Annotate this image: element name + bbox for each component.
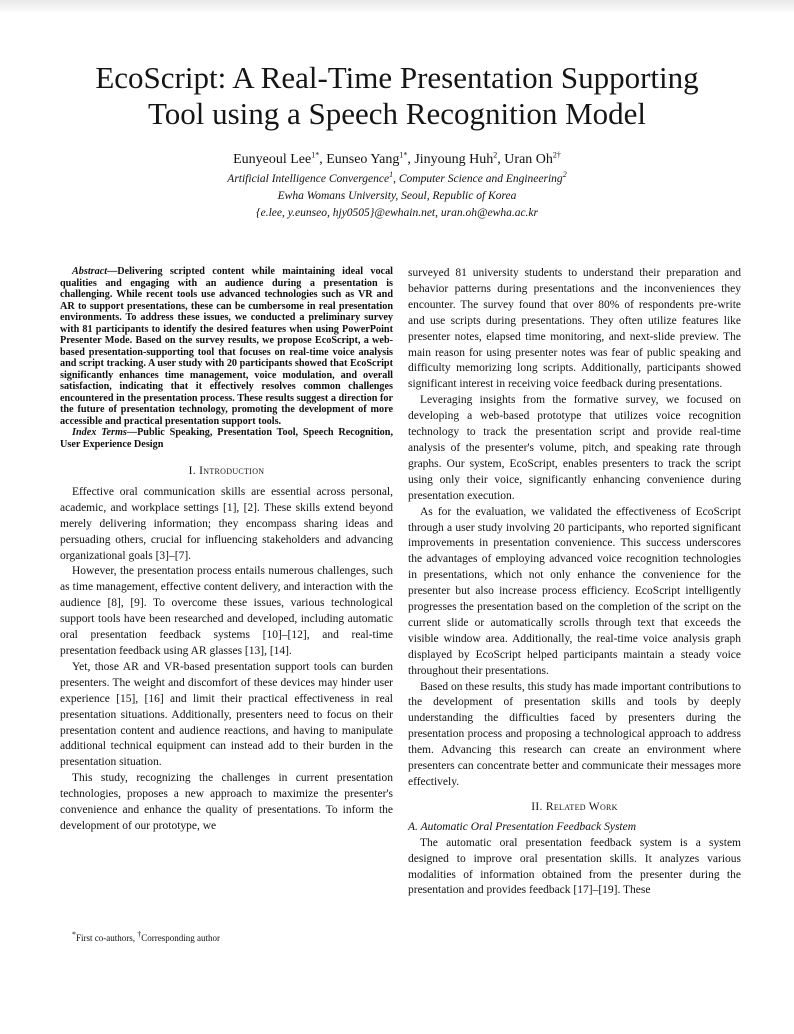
footnote-text-co-author: First co-authors, — [76, 933, 138, 943]
affiliation-departments — [40, 171, 754, 187]
intro-paragraph: This study, recognizing the challenges in current presentation technologies, proposes a new approach to maximize the presenter's convenience and enhance the quality of presentations. To inform the development of our prototype, we — [60, 772, 393, 832]
section-heading-related-work — [408, 800, 741, 816]
right-column — [408, 266, 741, 899]
intro-paragraph: Based on these results, this study has made important contributions to the development of presentation skills and tools by deeply understanding the difficulties faced by presenters during the presentation process and proposing a technological approach to address them. Advancing this research can create an environment where presenters can concentrate better and communicate their messages more effectively. — [408, 680, 742, 788]
author-name: Jinyoung Huh — [414, 152, 494, 167]
paper-title-line-2: Tool using a Speech Recognition Model — [147, 96, 647, 131]
intro-paragraph: However, the presentation process entails numerous challenges, such as time management, effective content delivery, and interaction with the audience [8], [9]. To overcome these issues, various technological support tools have been researched and developed, including automatic oral presentation feedback systems [10]–[12], and real-time presentation feedback using AR glasses [13], [14]. — [60, 565, 393, 657]
author-list — [40, 150, 754, 170]
abstract — [60, 266, 393, 427]
left-column — [60, 266, 393, 835]
affiliation-university: Ewha Womans University, Seoul, Republic of Korea — [277, 190, 517, 202]
section-number: I. — [188, 465, 196, 477]
page-top-shadow — [0, 0, 794, 14]
intro-continued-paragraph: surveyed 81 university students to understand their preparation and behavior patterns during presentations and the inconveniences they encounter. The survey found that over 80% of respondents pre-write and use scripts during presentations. They often utilize features like presenter notes, elapsed time monitoring, and next-slide preview. The main reason for using presenter notes was fear of public speaking and difficulty memorizing long scripts. Additionally, participants showed significant interest in receiving voice feedback during presentations. — [408, 267, 741, 391]
index-terms-lead: Index Terms — [72, 427, 127, 438]
abstract-lead: Abstract — [72, 266, 108, 277]
section-heading-introduction — [60, 464, 393, 480]
author-marker: 1* — [399, 150, 408, 160]
intro-paragraph: Effective oral communication skills are essential across personal, academic, and workplace settings [1], [2]. These skills extend beyond merely delivering information; they encompass sharing ideas and persuading others, crucial for influencing stakeholders and advancing organizational goals [3]–[7]. — [60, 485, 393, 562]
footnote — [72, 932, 220, 944]
department-2: Computer Science and Engineering — [398, 173, 563, 185]
department-1-marker: 1 — [389, 170, 394, 180]
department-1: Artificial Intelligence Convergence — [227, 173, 390, 185]
footnote-mark-co-author: * — [72, 930, 76, 939]
author-marker: 1* — [311, 150, 320, 160]
author-marker: 2† — [552, 150, 561, 160]
section-title: Related Work — [545, 800, 618, 813]
section-title: Introduction — [199, 465, 265, 477]
author-marker: 2 — [493, 150, 498, 160]
footnote-mark-corresponding: † — [137, 930, 142, 939]
author-separator: , — [497, 152, 505, 167]
related-work-paragraph: The automatic oral presentation feedback system is a system designed to improve oral presentation skills. It analyzes various modalities of information obtained from the presenter during the presentation and provides feedback [17]–[19]. These — [408, 836, 741, 897]
intro-paragraph: As for the evaluation, we validated the effectiveness of EcoScript through a user study involving 20 participants, who reported significant improvements in presentation convenience. This success underscores the advantages of employing advanced voice recognition technologies in presentations, which not only enhance the convenience for the presenter but also increase process efficiency. EcoScript intelligently progresses the presentation based on the completion of the script on the current slide or automatically scrolls through text that exceeds the visible window area. Additionally, the real-time voice analysis graph displayed by EcoScript helped participants maintain a steady voice throughout their presentations. — [408, 505, 741, 677]
department-separator: , — [393, 173, 399, 185]
subsection-heading: A. Automatic Oral Presentation Feedback System — [408, 820, 637, 833]
department-2-marker: 2 — [562, 170, 567, 180]
index-terms — [60, 427, 393, 450]
author-name: Eunyeoul Lee — [233, 152, 312, 167]
section-number: II. — [531, 800, 543, 813]
footnote-text-corresponding: Corresponding author — [141, 933, 220, 943]
abstract-text: —Delivering scripted content while maintaining ideal vocal qualities and engaging with an audience during a presentation is challenging. While recent tools use advanced technologies such as VR and AR to support presentations, these can be cumbersome in real presentation environments. To address these issues, we conducted a preliminary survey with 81 participants to identify the desired features when using PowerPoint Presenter Mode. Based on the survey results, we propose EcoScript, a web-based presentation-supporting tool that focuses on real-time voice analysis and script tracking. A user study with 20 participants showed that EcoScript significantly enhances time management, voice modulation, and overall satisfaction, indicating that it effectively resolves common challenges encountered in the presentation process. These results suggest a direction for the future of presentation technology, promoting the development of more accessible and practical presentation support tools. — [60, 266, 393, 427]
author-emails: {e.lee, y.eunseo, hjy0505}@ewhain.net, uran.oh@ewha.ac.kr — [255, 207, 539, 219]
author-name: Eunseo Yang — [326, 152, 400, 167]
index-terms-text: —Public Speaking, Presentation Tool, Speech Recognition, User Experience Design — [60, 427, 393, 450]
author-name: Uran Oh — [504, 152, 553, 167]
intro-paragraph: Leveraging insights from the formative survey, we focused on developing a web-based prototype that utilizes voice recognition technology to track the presentation script and provide real-time analysis of the presenter's volume, pitch, and speaking rate through graphs. Our system, EcoScript, enables presenters to track the script using only their voice, significantly enhancing convenience during presentation execution. — [408, 394, 741, 502]
author-separator: , — [407, 152, 415, 167]
author-separator: , — [319, 152, 327, 167]
paper-title-line-1: EcoScript: A Real-Time Presentation Supporting — [95, 60, 699, 95]
intro-paragraph: Yet, those AR and VR-based presentation support tools can burden presenters. The weight and discomfort of these devices may hinder user experience [15], [16] and limit their practical effectiveness in real presentation situations. Additionally, presenters need to focus on their presentation content and audience reactions, and having to manipulate additional technical equipment can instead add to their burden in the presentation situation. — [60, 660, 393, 769]
